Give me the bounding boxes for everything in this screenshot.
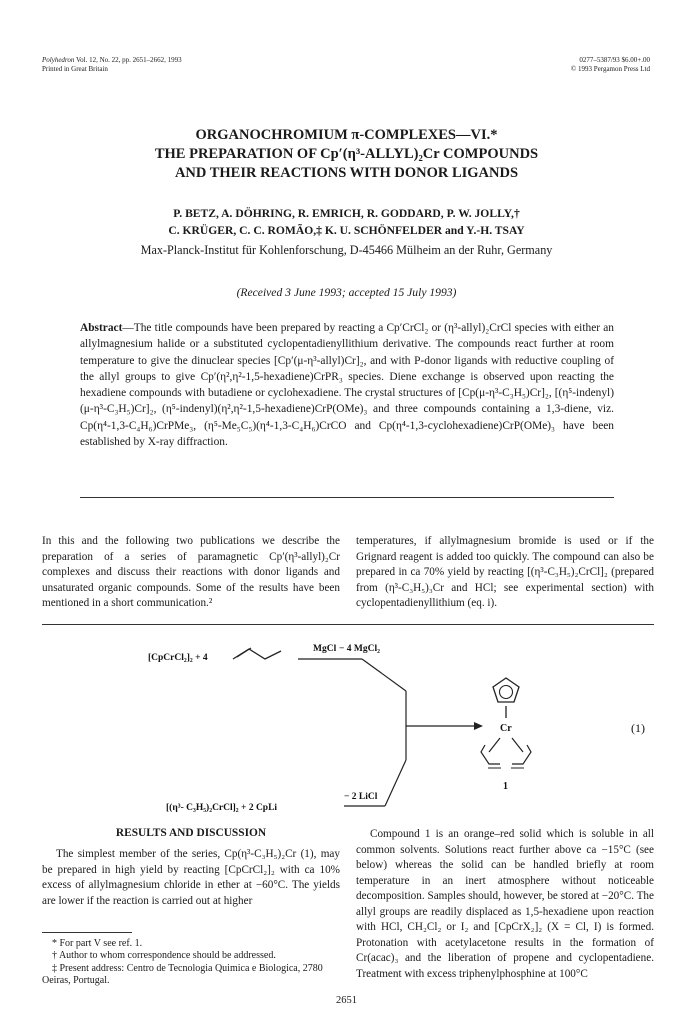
authors-line-1: P. BETZ, A. DÖHRING, R. EMRICH, R. GODDARD, P. W. JOLLY,†: [173, 207, 520, 220]
footnote-2: † Author to whom correspondence should be addressed.: [52, 950, 276, 962]
byproduct-2-label: − 2 LiCl: [344, 792, 378, 802]
results-right-paragraph: Compound 1 is an orange–red solid which is soluble in all common solvents. Solutions react further above ca −15°C (see below) whereas the solid can be handled briefly at room temperature in an inert atmosphere without noticeable decomposition. Samples should, however, be stored at −20°C. The allyl groups are readily displaced as 1,5-hexadiene upon reaction with HCl, CH₂Cl₂ or I₂ and [CpCrX₂]₂ (X = Cl, I) is formed. Protonation with acetylacetone results in the formation of Cr(acac)₃ and the liberation of propene and cyclopentadiene. Treatment with excess triphenylphosphine at 100°C: [356, 828, 654, 980]
intro-right-paragraph: temperatures, if allylmagnesium bromide is used or if the Grignard reagent is added too quickly. The compound can also be prepared in ca 70% yield by reacting [(η³-C₃H₅)₂CrCl]₂ (prepared from (η³-C₃H₅)₃Cr and HCl; see experimental section) with cyclopentadienyllithium (eq. i).: [356, 535, 654, 609]
authors-line-2: C. KRÜGER, C. C. ROMÃO,‡ K. U. SCHÖNFELDER and Y.-H. TSAY: [168, 224, 525, 237]
abstract-text: —The title compounds have been prepared by reacting a Cp′CrCl₂ or (η³-allyl)₂CrCl species with either an allylmagnesium halide or a substituted cyclopentadienyllithium derivative. The compounds react further at room temperature to give the dinuclear species [Cp′(μ-η³-allyl)Cr]₂, and with P-donor ligands with reductive coupling of the allyl groups to give Cp′(η²,η²-1,5-hexadiene)CrPR₃ species. Diene exchange is observed upon reacting the hexadiene compounds with butadiene or cyclohexadiene. The crystal structures of [Cp(μ-η³-C₃H₅)Cr]₂, [(η⁵-indenyl)(μ-η³-C₃H₅)Cr]₂, (η⁵-indenyl)(η²,η²-1,5-hexadiene)CrP(OMe)₃ and three compounds containing a 1,3-diene, viz. Cp(η⁴-1,3-C₄H₆)CrPMe₃, (η⁵-Me₅C₅)(η⁴-1,3-C₄H₆)CrCO and Cp(η⁴-1,3-cyclohexadiene)CrP(OMe)₃ have been established by X-ray diffraction.: [80, 322, 614, 449]
title-line-2: THE PREPARATION OF Cp′(η³-ALLYL)₂Cr COMPOUNDS: [154, 146, 539, 162]
results-left-paragraph: The simplest member of the series, Cp(η³-C₃H₅)₂Cr (1), may be prepared in high yield by reacting [CpCrCl₂]₂ with ca 10% excess of allylmagnesium chloride in ether at −60°C. The yields are lower if the reaction is carried out at higher: [42, 848, 340, 907]
upper-converging-line: [362, 659, 406, 691]
compound-number: 1: [503, 781, 508, 792]
allyl-bond-right: [512, 738, 523, 752]
received-dates: (Received 3 June 1993; accepted 15 July 1993): [236, 286, 457, 299]
title-line-3: AND THEIR REACTIONS WITH DONOR LIGANDS: [174, 165, 519, 181]
reactant-2-label: [(η³- C₃H₅)₂CrCl]₂ + 2 CpLi: [166, 803, 278, 813]
allyl-bond-left: [489, 738, 500, 752]
title-line-1: ORGANOCHROMIUM π-COMPLEXES—VI.*: [195, 127, 498, 143]
aromatic-ring-circle: [500, 686, 513, 699]
allyl-group-drawing: [233, 649, 281, 659]
copyright: © 1993 Pergamon Press Ltd: [570, 65, 650, 73]
allyl-ligand-left: [481, 745, 500, 764]
citation-details: Vol. 12, No. 22, pp. 2651–2662, 1993: [74, 56, 182, 64]
abstract-label: Abstract: [80, 322, 123, 334]
issn-price: 0277–5387/93 $6.00+.00: [579, 56, 650, 64]
abstract: [80, 320, 614, 450]
abstract-rule: [80, 497, 614, 498]
affiliation: Max-Planck-Institut für Kohlenforschung, D-45466 Mülheim an der Ruhr, Germany: [140, 243, 553, 257]
printed-in: Printed in Great Britain: [42, 65, 108, 73]
footnote-1: * For part V see ref. 1.: [52, 938, 143, 949]
journal-name: Polyhedron: [42, 56, 75, 64]
intro-left-column: [42, 534, 340, 612]
journal-citation: [42, 56, 182, 65]
grignard-reagent-label: MgCl: [313, 644, 337, 654]
chromium-label: Cr: [500, 723, 512, 734]
reaction-scheme: [0, 628, 693, 820]
allyl-double-bond: [237, 648, 251, 657]
footnotes: [42, 938, 340, 988]
page-number: 2651: [336, 995, 357, 1006]
section-heading-results: RESULTS AND DISCUSSION: [115, 827, 267, 839]
intro-left-paragraph: In this and the following two publications we describe the preparation of a series of paramagnetic Cp′(η³-allyl)₂Cr complexes and discuss their reactions with donor ligands and unsaturated organic compounds. Some of the results have been mentioned in a short communication.²: [42, 535, 340, 609]
scheme-top-rule: [42, 624, 654, 625]
byproduct-1-label: − 4 MgCl₂: [339, 644, 380, 654]
footnote-rule: [42, 932, 132, 933]
allyl-ligand-right: [512, 745, 531, 764]
intro-right-column: [356, 534, 654, 612]
equation-number: (1): [631, 721, 645, 735]
reactant-1-label: [CpCrCl₂]₂ + 4: [148, 653, 208, 663]
results-left-column: [42, 847, 340, 909]
footnote-3: ‡ Present address: Centro de Tecnologia Quimica e Biologica, 2780 Oeiras, Portugal.: [42, 962, 323, 987]
results-right-column: [356, 827, 654, 982]
lower-converging-line: [385, 760, 406, 806]
product-arrowhead: [474, 722, 483, 730]
